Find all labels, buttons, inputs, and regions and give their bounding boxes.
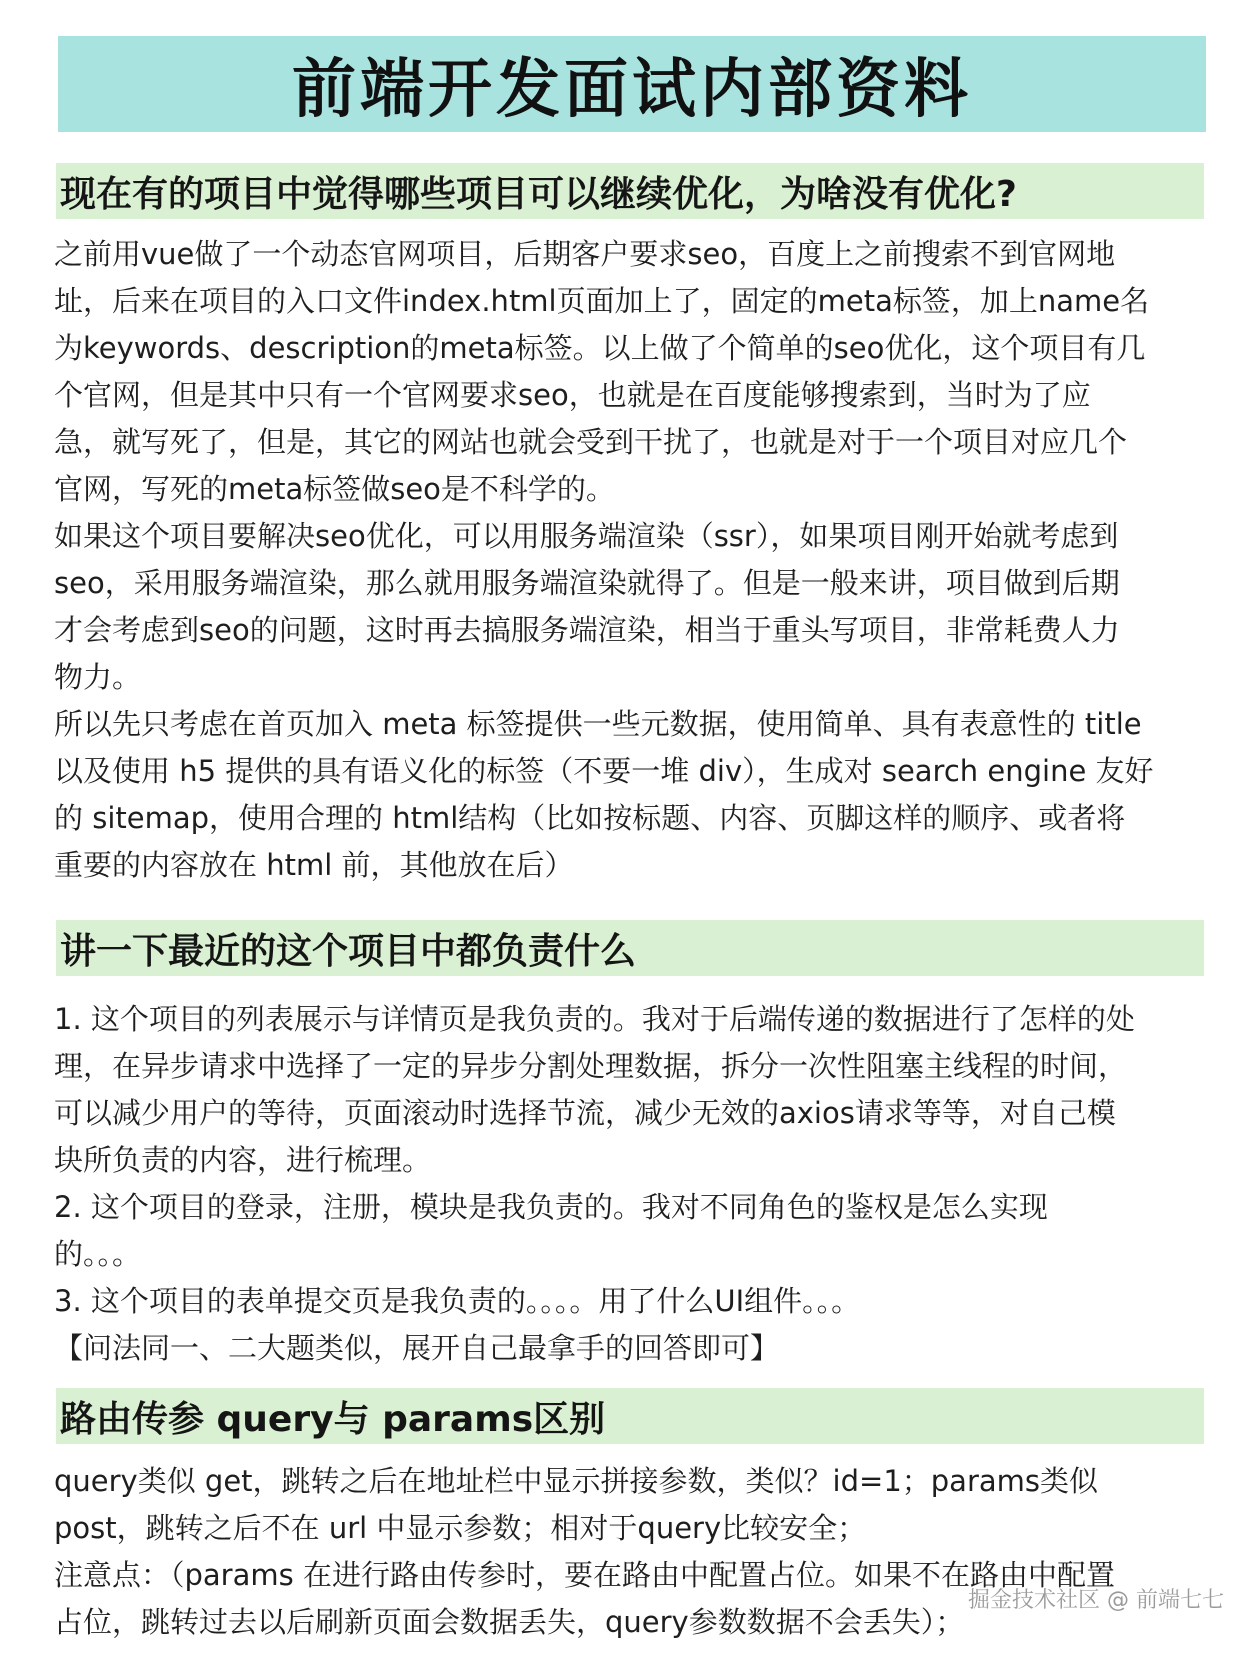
body-line: 物力。 xyxy=(54,660,142,694)
section-body-optimization xyxy=(54,231,1204,889)
watermark: 掘金技术社区 @ 前端七七 xyxy=(968,1588,1224,1613)
section-body-route-params xyxy=(54,1458,1204,1646)
section-heading-optimization xyxy=(56,163,1204,219)
body-line: 重要的内容放在 html 前，其他放在后） xyxy=(54,848,574,882)
section-heading-text: 路由传参 query与 params区别 xyxy=(60,1398,606,1440)
body-line: 3. 这个项目的表单提交页是我负责的。。。。用了什么UI组件。。。 xyxy=(54,1284,861,1318)
body-line: 以及使用 h5 提供的具有语义化的标签（不要一堆 div），生成对 search engine 友好 xyxy=(54,754,1154,788)
body-line: query类似 get，跳转之后在地址栏中显示拼接参数，类似？id=1；params类似 xyxy=(54,1464,1099,1498)
title-banner xyxy=(58,36,1206,132)
body-line: 可以减少用户的等待，页面滚动时选择节流，减少无效的axios请求等等，对自己模 xyxy=(54,1096,1116,1130)
body-line: 才会考虑到seo的问题，这时再去搞服务端渲染，相当于重头写项目，非常耗费人力 xyxy=(54,613,1120,647)
body-line: seo，采用服务端渲染，那么就用服务端渲染就得了。但是一般来讲，项目做到后期 xyxy=(54,566,1120,600)
section-heading-route-params xyxy=(56,1388,1204,1444)
body-line: 的 sitemap，使用合理的 html结构（比如按标题、内容、页脚这样的顺序、或者将 xyxy=(54,801,1126,835)
body-line: 1. 这个项目的列表展示与详情页是我负责的。我对于后端传递的数据进行了怎样的处 xyxy=(54,1002,1135,1036)
body-line: 2. 这个项目的登录，注册，模块是我负责的。我对不同角色的鉴权是怎么实现 xyxy=(54,1190,1048,1224)
section-heading-text: 现在有的项目中觉得哪些项目可以继续优化，为啥没有优化? xyxy=(60,173,1017,215)
section-body-responsibilities xyxy=(54,996,1204,1372)
body-line: 的。。。 xyxy=(54,1237,142,1271)
body-line: 官网，写死的meta标签做seo是不科学的。 xyxy=(54,472,615,506)
body-line: 为keywords、description的meta标签。以上做了个简单的seo优化，这个项目有几 xyxy=(54,331,1146,365)
body-line: 个官网，但是其中只有一个官网要求seo，也就是在百度能够搜索到，当时为了应 xyxy=(54,378,1091,412)
body-line: 如果这个项目要解决seo优化，可以用服务端渲染（ssr），如果项目刚开始就考虑到 xyxy=(54,519,1119,553)
body-line: 占位，跳转过去以后刷新页面会数据丢失，query参数数据不会丢失）； xyxy=(54,1605,965,1639)
body-line: 所以先只考虑在首页加入 meta 标签提供一些元数据，使用简单、具有表意性的 title xyxy=(54,707,1142,741)
section-heading-text: 讲一下最近的这个项目中都负责什么 xyxy=(60,930,637,972)
page-title: 前端开发面试内部资料 xyxy=(292,53,972,127)
body-line: 理，在异步请求中选择了一定的异步分割处理数据，拆分一次性阻塞主线程的时间， xyxy=(54,1049,1128,1083)
body-line: 之前用vue做了一个动态官网项目，后期客户要求seo，百度上之前搜索不到官网地 xyxy=(54,237,1116,271)
section-heading-responsibilities xyxy=(56,920,1204,976)
body-line: post，跳转之后不在 url 中显示参数；相对于query比较安全； xyxy=(54,1511,867,1545)
body-line: 块所负责的内容，进行梳理。 xyxy=(54,1143,432,1177)
body-line: 【问法同一、二大题类似，展开自己最拿手的回答即可】 xyxy=(54,1331,780,1365)
body-line: 址，后来在项目的入口文件index.html页面加上了，固定的meta标签，加上name名 xyxy=(54,284,1150,318)
body-line: 注意点：（params 在进行路由传参时，要在路由中配置占位。如果不在路由中配置 xyxy=(54,1558,1115,1592)
body-line: 急，就写死了，但是，其它的网站也就会受到干扰了，也就是对于一个项目对应几个 xyxy=(54,425,1128,459)
